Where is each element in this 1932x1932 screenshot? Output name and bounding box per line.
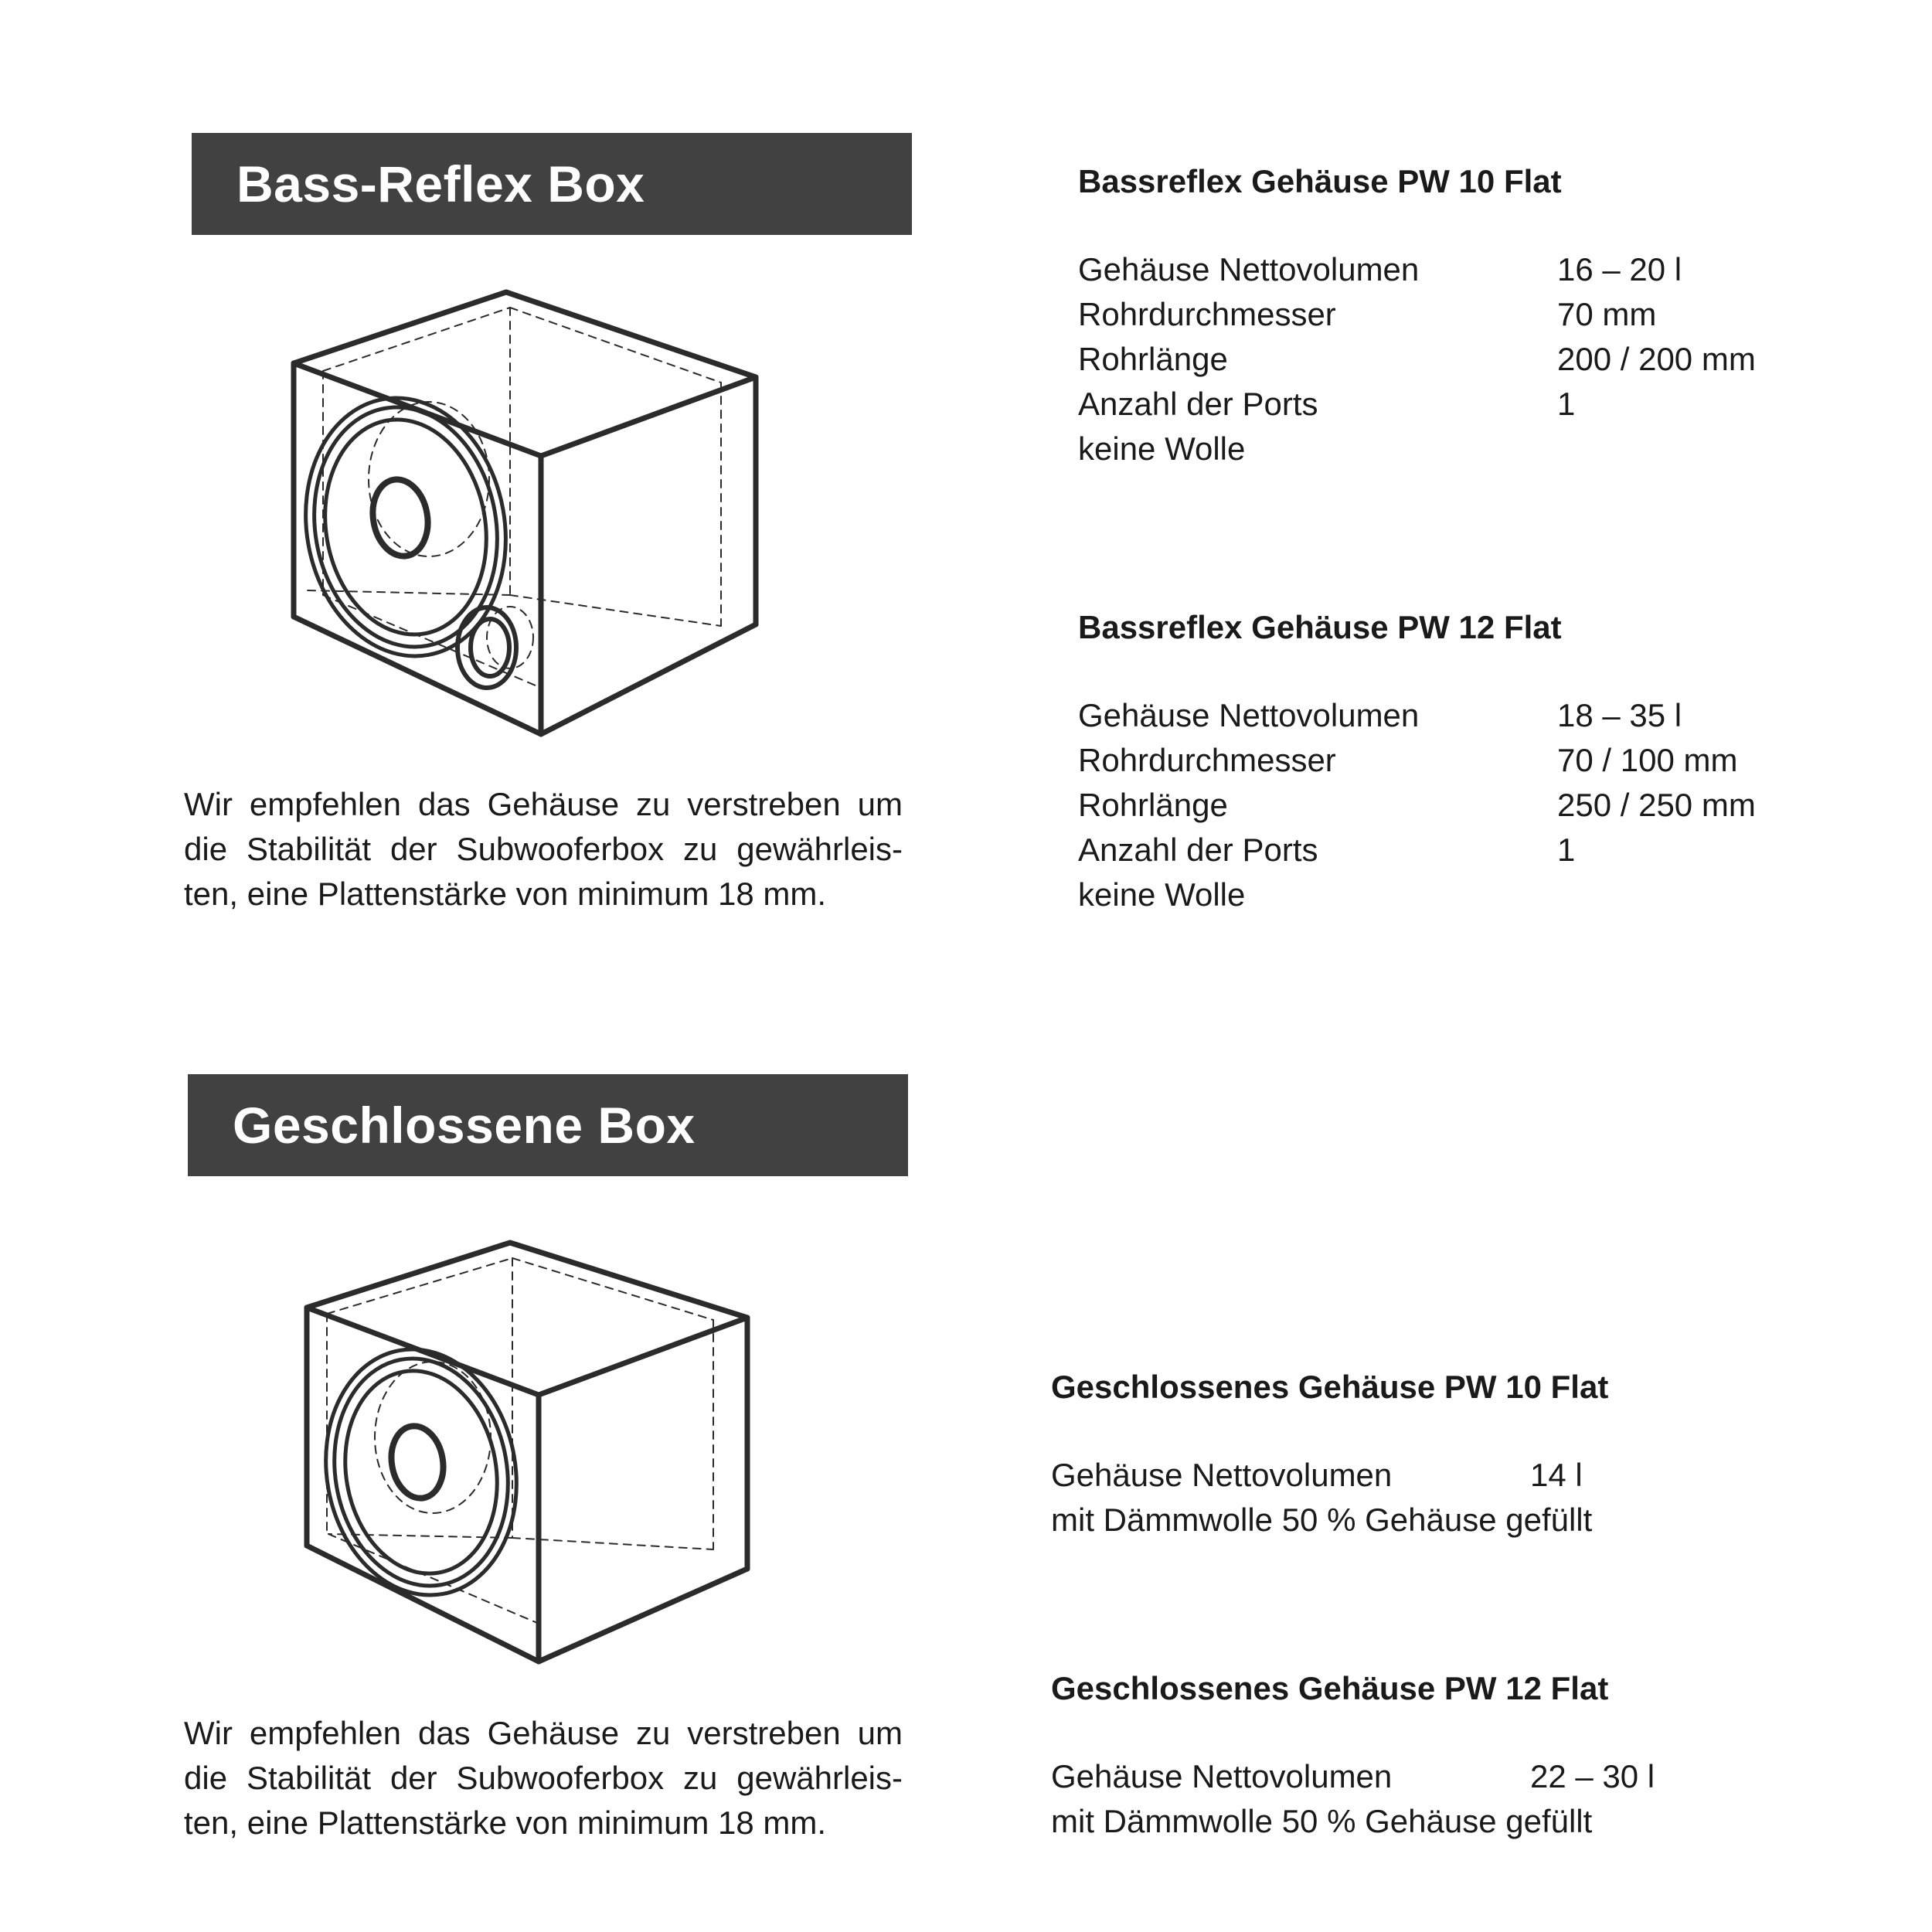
bassreflex-note: Wir empfehlen das Gehäuse zu verstreben um die Stabilität der Subwooferbox zu gewährleis-ten, eine Plattenstärke von minimum 18 mm. bbox=[184, 786, 903, 912]
spec-label: Rohrdurchmesser bbox=[1078, 296, 1336, 332]
spec-label: Gehäuse Nettovolumen bbox=[1078, 251, 1420, 287]
spec-value: 16 – 20 l bbox=[1557, 251, 1682, 287]
closed-box-heading: Geschlossene Box bbox=[188, 1074, 908, 1176]
spec-value: 1 bbox=[1557, 832, 1576, 868]
spec-value: 70 mm bbox=[1557, 296, 1657, 332]
spec-title: Bassreflex Gehäuse PW 10 Flat bbox=[1078, 163, 1562, 199]
spec-block-closed-pw12 bbox=[1051, 1666, 1655, 1844]
closed-box-illustration bbox=[298, 1236, 761, 1669]
spec-value: 14 l bbox=[1530, 1457, 1583, 1493]
spec-title: Geschlossenes Gehäuse PW 10 Flat bbox=[1051, 1369, 1609, 1405]
spec-footnote: mit Dämmwolle 50 % Gehäuse gefüllt bbox=[1051, 1803, 1593, 1839]
spec-block-closed-pw10 bbox=[1051, 1365, 1608, 1543]
spec-footnote: mit Dämmwolle 50 % Gehäuse gefüllt bbox=[1051, 1502, 1593, 1538]
closed-box-note: Wir empfehlen das Gehäuse zu verstreben um die Stabilität der Subwooferbox zu gewährleis-ten, eine Plattenstärke von minimum 18 mm. bbox=[184, 1715, 903, 1841]
spec-value: 250 / 250 mm bbox=[1557, 787, 1756, 823]
spec-value: 70 / 100 mm bbox=[1557, 742, 1738, 778]
spec-footnote: keine Wolle bbox=[1078, 876, 1246, 913]
spec-row bbox=[1078, 247, 1756, 292]
spec-row bbox=[1078, 828, 1756, 872]
spec-row bbox=[1078, 337, 1756, 382]
spec-label: Gehäuse Nettovolumen bbox=[1051, 1457, 1393, 1493]
spec-row bbox=[1078, 382, 1756, 427]
spec-block-bassreflex-pw10 bbox=[1078, 159, 1756, 471]
spec-row bbox=[1051, 1754, 1655, 1799]
spec-label: Rohrlänge bbox=[1078, 341, 1228, 377]
spec-row bbox=[1078, 292, 1756, 337]
spec-row bbox=[1078, 693, 1756, 738]
spec-row bbox=[1051, 1453, 1608, 1498]
bassreflex-box-illustration bbox=[286, 286, 765, 742]
spec-value: 1 bbox=[1557, 386, 1576, 422]
spec-row bbox=[1078, 738, 1756, 783]
spec-label: Anzahl der Ports bbox=[1078, 832, 1318, 868]
spec-title: Bassreflex Gehäuse PW 12 Flat bbox=[1078, 609, 1562, 645]
spec-footnote: keine Wolle bbox=[1078, 430, 1246, 467]
bassreflex-heading: Bass-Reflex Box bbox=[192, 133, 912, 235]
spec-value: 18 – 35 l bbox=[1557, 697, 1682, 733]
spec-label: Rohrlänge bbox=[1078, 787, 1228, 823]
spec-label: Gehäuse Nettovolumen bbox=[1051, 1758, 1393, 1794]
spec-block-bassreflex-pw12 bbox=[1078, 605, 1756, 917]
spec-title: Geschlossenes Gehäuse PW 12 Flat bbox=[1051, 1670, 1609, 1706]
spec-label: Gehäuse Nettovolumen bbox=[1078, 697, 1420, 733]
spec-value: 22 – 30 l bbox=[1530, 1758, 1655, 1794]
spec-value: 200 / 200 mm bbox=[1557, 341, 1756, 377]
spec-label: Rohrdurchmesser bbox=[1078, 742, 1336, 778]
spec-label: Anzahl der Ports bbox=[1078, 386, 1318, 422]
spec-row bbox=[1078, 783, 1756, 828]
